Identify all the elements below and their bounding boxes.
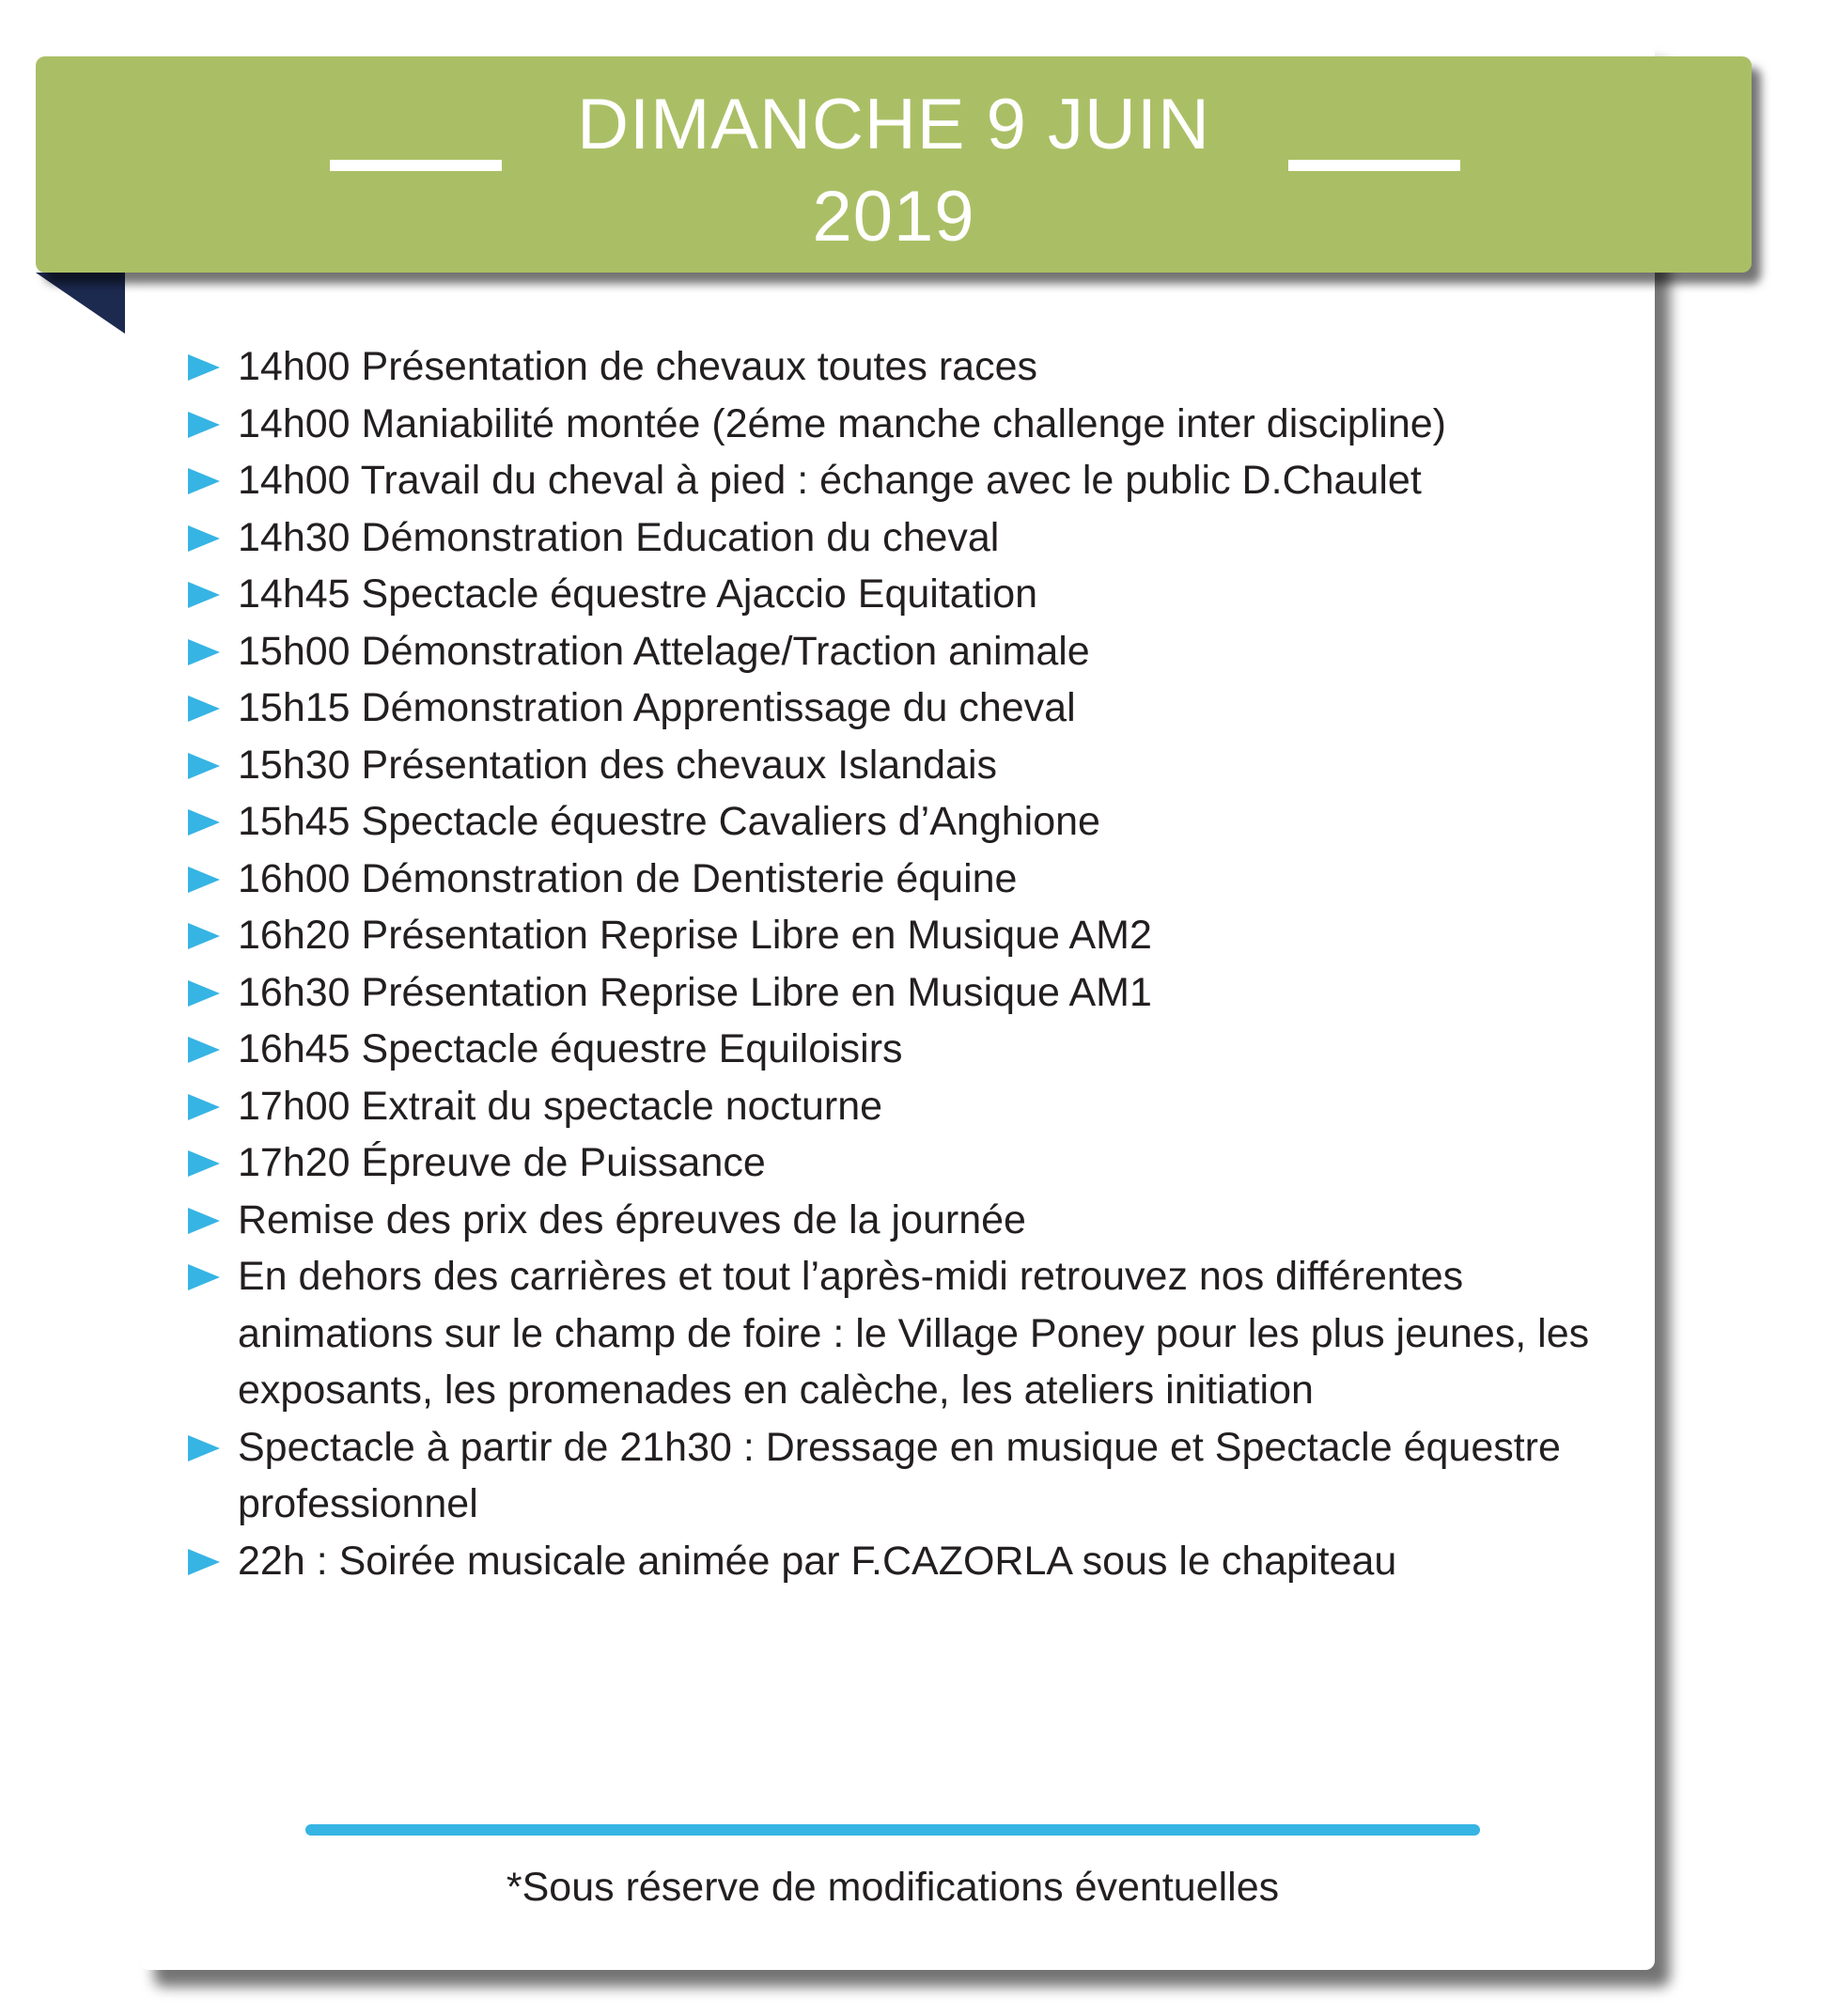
triangle-right-icon bbox=[188, 1094, 220, 1120]
schedule-item bbox=[188, 1533, 1644, 1590]
triangle-right-icon bbox=[188, 1264, 220, 1290]
triangle-right-icon bbox=[188, 354, 220, 381]
schedule-item bbox=[188, 907, 1644, 964]
schedule-item-text: Spectacle à partir de 21h30 : Dressage en musique et Spectacle équestre professionnel bbox=[238, 1424, 1561, 1526]
triangle-right-icon bbox=[188, 639, 220, 665]
triangle-right-icon bbox=[188, 468, 220, 494]
schedule-item bbox=[188, 851, 1644, 908]
triangle-right-icon bbox=[188, 582, 220, 608]
schedule-item bbox=[188, 452, 1644, 509]
triangle-right-icon bbox=[188, 1208, 220, 1234]
schedule-item bbox=[188, 1419, 1644, 1533]
schedule-item-text: En dehors des carrières et tout l’après-midi retrouvez nos différentes animations sur le champ de foire : le Village Poney pour les plus jeunes, les exposants, les promenades en calèche, les ateliers initiation bbox=[238, 1254, 1590, 1413]
schedule-item bbox=[188, 737, 1644, 794]
schedule-item bbox=[188, 1021, 1644, 1078]
schedule-item bbox=[188, 964, 1644, 1022]
schedule-item-text: 16h20 Présentation Reprise Libre en Musique AM2 bbox=[238, 913, 1152, 958]
schedule-item-text: 14h30 Démonstration Education du cheval bbox=[238, 514, 1000, 560]
schedule-item bbox=[188, 1248, 1644, 1419]
schedule-item bbox=[188, 509, 1644, 567]
triangle-right-icon bbox=[188, 412, 220, 438]
footer-disclaimer: *Sous réserve de modifications éventuelles bbox=[506, 1865, 1280, 1910]
triangle-right-icon bbox=[188, 1435, 220, 1461]
schedule-item-text: 15h45 Spectacle équestre Cavaliers d’Anghione bbox=[238, 799, 1100, 844]
schedule-item-text: 16h30 Présentation Reprise Libre en Musique AM1 bbox=[238, 969, 1152, 1015]
triangle-right-icon bbox=[188, 1037, 220, 1063]
triangle-right-icon bbox=[188, 1549, 220, 1575]
schedule-list bbox=[188, 338, 1644, 1589]
date-banner bbox=[36, 56, 1752, 273]
schedule-item-text: 14h00 Maniabilité montée (2éme manche challenge inter discipline) bbox=[238, 400, 1446, 446]
schedule-item bbox=[188, 793, 1644, 851]
schedule-item bbox=[188, 1192, 1644, 1249]
footer-divider bbox=[305, 1824, 1480, 1836]
triangle-right-icon bbox=[188, 525, 220, 552]
banner-title-date: DIMANCHE 9 JUIN bbox=[577, 85, 1210, 164]
schedule-item bbox=[188, 396, 1644, 453]
schedule-item bbox=[188, 1078, 1644, 1135]
triangle-right-icon bbox=[188, 695, 220, 722]
triangle-right-icon bbox=[188, 980, 220, 1007]
triangle-right-icon bbox=[188, 923, 220, 949]
schedule-item-text: 15h00 Démonstration Attelage/Traction animale bbox=[238, 628, 1090, 674]
ribbon-fold bbox=[36, 273, 125, 334]
schedule-item bbox=[188, 623, 1644, 680]
schedule-item-text: 22h : Soirée musicale animée par F.CAZORLA sous le chapiteau bbox=[238, 1538, 1397, 1584]
schedule-item-text: 17h20 Épreuve de Puissance bbox=[238, 1140, 766, 1185]
schedule-item-text: 14h00 Travail du cheval à pied : échange avec le public D.Chaulet bbox=[238, 458, 1422, 503]
schedule-item-text: 16h45 Spectacle équestre Equiloisirs bbox=[238, 1026, 903, 1071]
schedule-item bbox=[188, 1134, 1644, 1192]
triangle-right-icon bbox=[188, 1150, 220, 1177]
schedule-item-text: 17h00 Extrait du spectacle nocturne bbox=[238, 1083, 883, 1129]
triangle-right-icon bbox=[188, 753, 220, 779]
triangle-right-icon bbox=[188, 867, 220, 893]
banner-title-year: 2019 bbox=[812, 177, 975, 257]
schedule-item bbox=[188, 566, 1644, 623]
schedule-item-text: Remise des prix des épreuves de la journée bbox=[238, 1196, 1026, 1242]
triangle-right-icon bbox=[188, 809, 220, 836]
schedule-item bbox=[188, 338, 1644, 396]
schedule-item-text: 15h30 Présentation des chevaux Islandais bbox=[238, 742, 997, 788]
schedule-item bbox=[188, 680, 1644, 737]
schedule-item-text: 14h45 Spectacle équestre Ajaccio Equitation bbox=[238, 571, 1038, 617]
schedule-item-text: 15h15 Démonstration Apprentissage du cheval bbox=[238, 685, 1076, 730]
schedule-item-text: 14h00 Présentation de chevaux toutes races bbox=[238, 344, 1038, 389]
schedule-item-text: 16h00 Démonstration de Dentisterie équine bbox=[238, 855, 1018, 901]
